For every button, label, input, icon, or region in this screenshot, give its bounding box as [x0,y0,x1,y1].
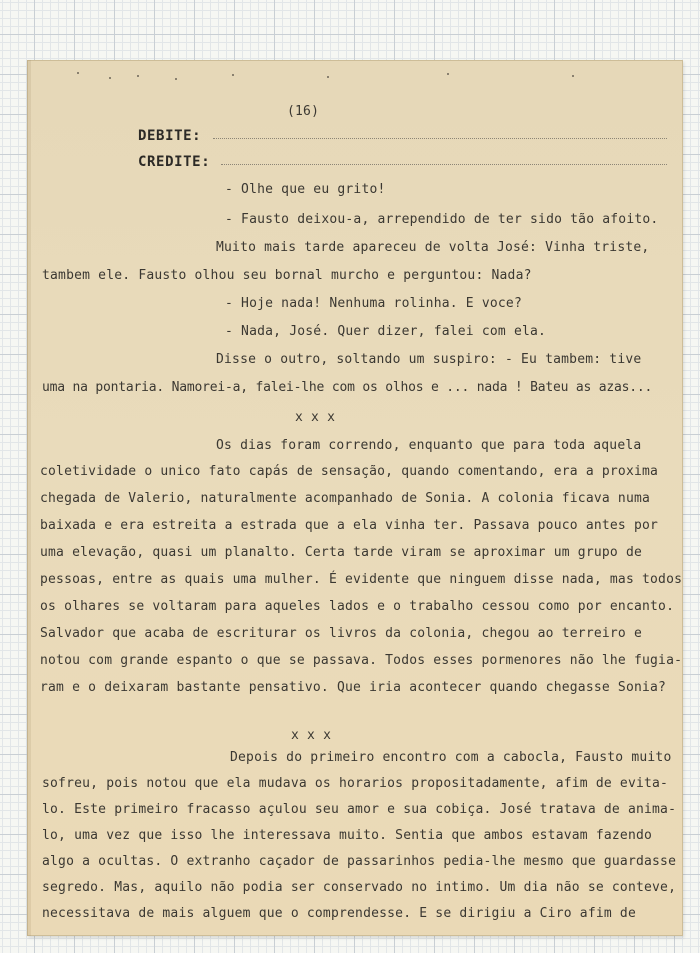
credit-label: CREDITE: [138,154,211,170]
text-line: tambem ele. Fausto olhou seu bornal murcho e perguntou: Nada? [42,268,532,283]
typewritten-page [27,60,683,936]
text-line: baixada e era estreita a estrada que a ela vinha ter. Passava pouco antes por [40,518,659,533]
text-line: Salvador que acaba de escriturar os livros da colonia, chegou ao terreiro e [40,626,642,641]
punch-mark [232,74,234,76]
text-line: algo a ocultas. O extranho caçador de passarinhos pedia-lhe mesmo que guardasse [42,854,677,869]
punch-mark [572,75,574,77]
punch-mark [77,72,79,74]
section-break: x x x [295,410,336,425]
text-line: - Hoje nada! Nenhuma rolinha. E voce? [225,296,522,311]
debit-label: DEBITE: [138,128,202,144]
punch-mark [109,77,111,79]
text-line: Disse o outro, soltando um suspiro: - Eu tambem: tive [216,352,642,367]
section-break: x x x [291,728,332,743]
text-line: ram e o deixaram bastante pensativo. Que iria acontecer quando chegasse Sonia? [40,680,667,695]
text-line: pessoas, entre as quais uma mulher. É evidente que ninguem disse nada, mas todos [40,572,683,587]
page-number: (16) [287,104,320,119]
text-line: lo, uma vez que isso lhe interessava muito. Sentia que ambos estavam fazendo [42,828,653,843]
text-line: - Fausto deixou-a, arrependido de ter sido tão afoito. [225,212,659,227]
text-line: chegada de Valerio, naturalmente acompanhado de Sonia. A colonia ficava numa [40,491,651,506]
text-line: uma elevação, quasi um planalto. Certa tarde viram se aproximar um grupo de [40,545,642,560]
text-line: lo. Este primeiro fracasso açulou seu amor e sua cobiça. José tratava de anima- [42,802,677,817]
text-line: coletividade o unico fato capás de sensação, quando comentando, era a proxima [40,464,659,479]
text-line: necessitava de mais alguem que o comprendesse. E se dirigiu a Ciro afim de [42,906,636,921]
text-line: sofreu, pois notou que ela mudava os horarios propositadamente, afim de evita- [42,776,669,791]
text-line: notou com grande espanto o que se passava. Todos esses pormenores não lhe fugia- [40,653,683,668]
page-edge-shadow [27,60,31,936]
text-line: Depois do primeiro encontro com a cabocla, Fausto muito [230,750,672,765]
text-line: os olhares se voltaram para aqueles lados e o trabalho cessou como por encanto. [40,599,675,614]
text-line: - Nada, José. Quer dizer, falei com ela. [225,324,547,339]
credit-rule [221,164,667,165]
text-line: uma na pontaria. Namorei-a, falei-lhe com os olhos e ... nada ! Bateu as azas... [42,380,653,395]
text-line: - Olhe que eu grito! [225,182,386,197]
debit-rule [213,138,667,139]
punch-mark [447,73,449,75]
text-line: segredo. Mas, aquilo não podia ser conservado no intimo. Um dia não se conteve, [42,880,677,895]
text-line: Muito mais tarde apareceu de volta José: Vinha triste, [216,240,650,255]
punch-mark [327,76,329,78]
text-line: Os dias foram correndo, enquanto que para toda aquela [216,438,642,453]
punch-mark [137,75,139,77]
punch-mark [175,78,177,80]
